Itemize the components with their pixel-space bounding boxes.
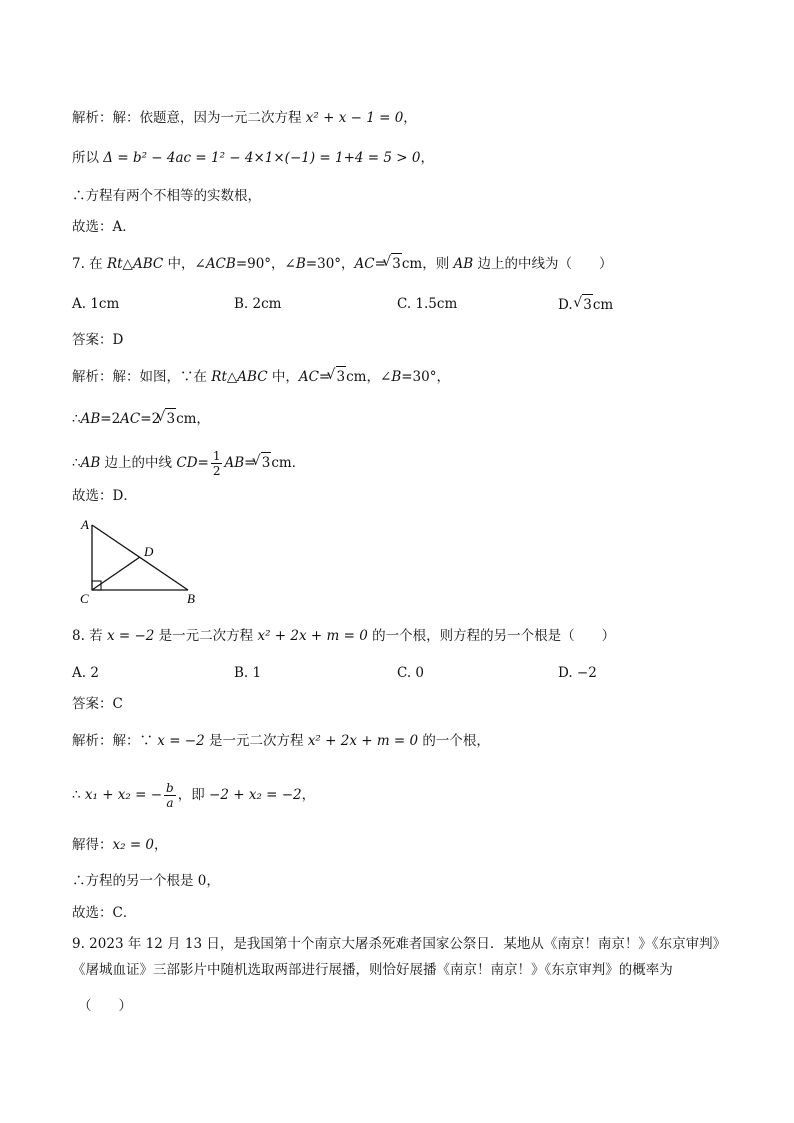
fraction-one-half <box>211 449 223 478</box>
q6-solution-line3: ∴方程有两个不相等的实数根， <box>72 188 261 204</box>
text: cm， <box>176 411 210 427</box>
text: ， <box>403 110 417 126</box>
q8-stem <box>72 626 615 646</box>
q8-option-a: A. 2 <box>72 665 99 681</box>
text: 的一个根，则方程的另一个根是（ ） <box>367 628 616 644</box>
sqrt: √ 3 <box>261 452 272 473</box>
text: ， <box>420 150 434 166</box>
q7-solution-line2 <box>72 408 210 429</box>
sqrt: √ 3 <box>391 253 402 274</box>
math-var: AB <box>453 256 474 272</box>
text: ， <box>301 787 316 803</box>
text: = <box>197 455 209 471</box>
sqrt: √ 3 <box>582 294 593 315</box>
text: =30°， <box>305 256 355 272</box>
text: 7. 在 <box>72 256 107 272</box>
math-var: B <box>391 369 402 385</box>
text: 所以 <box>72 150 104 166</box>
text: cm，则 <box>401 256 454 272</box>
text: =30°， <box>401 369 450 385</box>
q8-solution-line3 <box>72 835 168 855</box>
equation: x₁ + x₂ = − <box>84 787 163 803</box>
text: =90°，∠ <box>235 256 296 272</box>
sqrt: √ 3 <box>165 408 176 429</box>
q6-solution-choose: 故选：A． <box>72 219 136 235</box>
q8-solution-choose: 故选：C． <box>72 905 137 921</box>
math-var: AB <box>80 411 101 427</box>
q7-option-b: B. 2cm <box>234 296 282 312</box>
math-var: CD <box>176 455 198 471</box>
q8-solution-line1 <box>72 731 490 751</box>
text: ∴ <box>72 411 81 427</box>
text: ， <box>154 837 168 853</box>
text: 边上的中线 <box>100 455 177 471</box>
text: cm． <box>271 455 306 471</box>
math-var: AC <box>298 369 319 385</box>
math-var: Rt△ABC <box>211 369 268 385</box>
q9-stem <box>72 931 727 983</box>
equation: x² + 2x + m = 0 <box>257 628 368 644</box>
text: 边上的中线为（ ） <box>473 256 613 272</box>
text: 解析：解：∵ <box>72 733 158 749</box>
median-cd <box>92 557 140 590</box>
label-d: D <box>144 544 154 559</box>
text: 中，∠ <box>163 256 206 272</box>
text: D. <box>558 297 577 313</box>
numerator: b <box>166 781 174 795</box>
text: 解得： <box>72 837 113 853</box>
text: ∴ <box>72 787 85 803</box>
q8-option-c: C. 0 <box>397 665 425 681</box>
q8-answer: 答案：C <box>72 696 123 712</box>
text: = <box>318 369 331 385</box>
label-c: C <box>80 591 89 606</box>
q7-solution-line3 <box>72 449 305 478</box>
text: 是一元二次方程 <box>204 733 308 749</box>
text: 8. 若 <box>72 628 107 644</box>
label-a: A <box>81 517 89 532</box>
equation: x₂ = 0 <box>112 837 155 853</box>
text: 中， <box>267 369 299 385</box>
math-var: Rt△ABC <box>106 256 164 272</box>
q7-answer: 答案：D <box>72 332 124 348</box>
sqrt: √ 3 <box>336 366 347 387</box>
equation: −2 + x₂ = −2 <box>209 787 302 803</box>
equation: x = −2 <box>157 733 205 749</box>
q7-solution-choose: 故选：D． <box>72 488 137 504</box>
label-b: B <box>187 591 195 606</box>
text: 9. 2023 年 12 月 13 日，是我国第十个南京大屠杀死难者国家公祭日．某地从《南京！南京！》《东京审判》《屠城血证》三部影片中随机选取两部进行展播，则恰好展播《南京！南京！》《东京审判》的概率为 <box>72 936 727 978</box>
equation: x² + 2x + m = 0 <box>307 733 419 749</box>
equation: x² + x − 1 = 0 <box>305 110 404 126</box>
q6-solution-line2 <box>72 148 434 168</box>
q8-option-d: D. −2 <box>558 665 597 681</box>
text: ，即 <box>177 787 210 803</box>
fraction-b-over-a <box>164 781 176 810</box>
text: 的一个根， <box>418 733 490 749</box>
q7-option-d <box>558 294 613 315</box>
denominator: a <box>166 796 174 810</box>
q9-answer-blank: （ ） <box>78 998 132 1014</box>
q8-option-b: B. 1 <box>234 665 262 681</box>
text: ∴ <box>72 455 81 471</box>
math-var: ACB <box>205 256 236 272</box>
numerator: 1 <box>212 449 221 463</box>
text: cm，∠ <box>346 369 392 385</box>
q8-solution-line4: ∴方程的另一个根是 0， <box>72 873 220 889</box>
text: =2 <box>140 411 161 427</box>
text: cm <box>592 297 614 313</box>
q6-solution-line1 <box>72 108 417 128</box>
math-var: AC <box>354 256 375 272</box>
text: = <box>244 455 256 471</box>
discriminant-expression: Δ = b² − 4ac = 1² − 4×1×(−1) = 1+4 = 5 > 0 <box>103 150 421 166</box>
math-var: AC <box>120 411 141 427</box>
text: 解析：解：依题意，因为一元二次方程 <box>72 110 306 126</box>
denominator: 2 <box>212 464 221 478</box>
math-var: AB <box>80 455 101 471</box>
equation: x = −2 <box>106 628 155 644</box>
q7-triangle-figure <box>76 515 206 607</box>
text: =2 <box>100 411 121 427</box>
q7-stem <box>72 253 612 274</box>
text: 是一元二次方程 <box>154 628 258 644</box>
q7-solution-line1 <box>72 366 450 387</box>
q8-solution-line2 <box>72 781 315 810</box>
text: 解析：解：如图，∵在 <box>72 369 212 385</box>
math-var: AB <box>224 455 245 471</box>
text: = <box>374 256 386 272</box>
q7-option-c: C. 1.5cm <box>397 296 458 312</box>
math-var: B <box>295 256 306 272</box>
q7-option-a: A. 1cm <box>72 296 120 312</box>
